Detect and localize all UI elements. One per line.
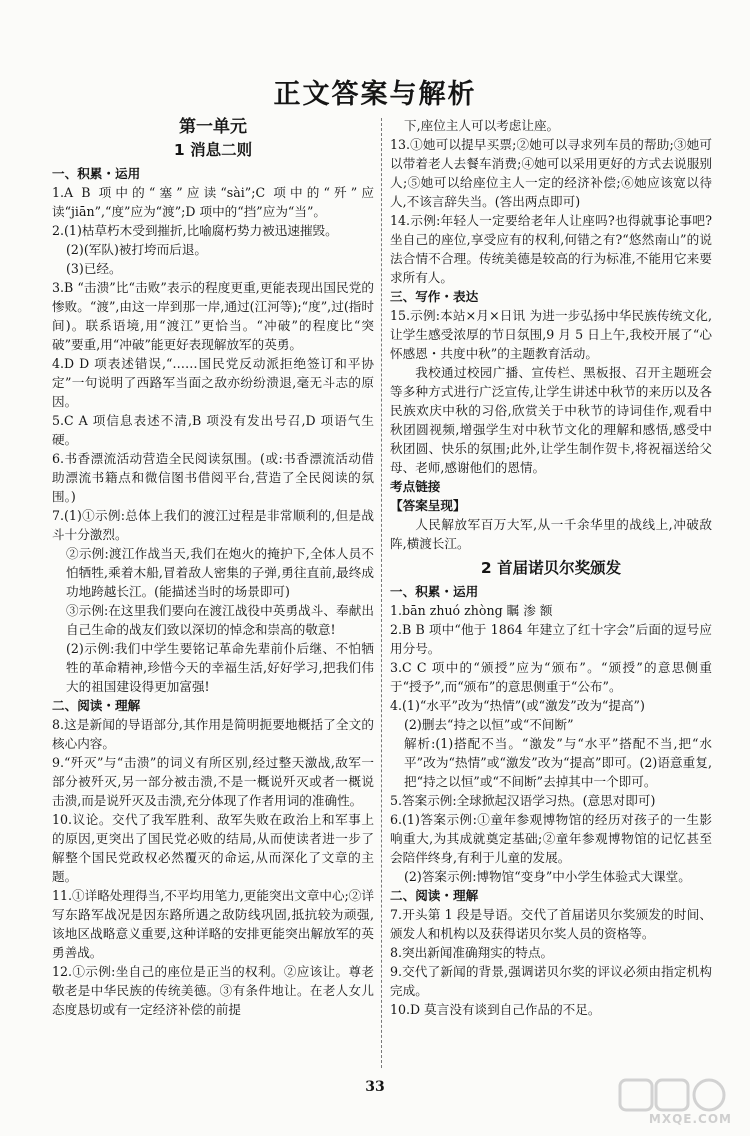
lesson-title: 1 消息二则 (173, 141, 253, 159)
answer-item: 6.书香漂流活动营造全民阅读氛围。(或:书香漂流活动借助漂流书籍点和微信图书借阅平台,营造了全民阅读的氛围。) (52, 451, 374, 504)
answer-subparagraph: ②示例:渡江作战当天,我们在炮火的掩护下,全体人员不怕牺牲,乘着木船,冒着敌人密集的子弹,勇往直前,最终成功地跨越长江。(能描述当时的场景即可) (66, 546, 374, 599)
answer-item: 2.(1)枯草朽木受到摧折,比喻腐朽势力被迅速摧毁。 (52, 223, 338, 238)
left-column (52, 116, 374, 1019)
answer-label: 【答案呈现】 (390, 498, 466, 513)
answer-subparagraph: (2)删去“持之以恒”或“不间断” (404, 717, 574, 732)
answer-subparagraph: (2)答案示例:博物馆“变身”中小学生体验式大课堂。 (404, 869, 691, 884)
answer-subparagraph: 解析:(1)搭配不当。“激发”与“水平”搭配不当,把“水平”改为“热情”或“激发”改为“提高”即可。(2)语意重复,把“持之以恒”或“不间断”去掉其中一个即可。 (404, 736, 712, 789)
answer-item: 10.议论。交代了我军胜利、敌军失败在政治上和军事上的原因,更突出了国民党必败的结局,从而使读者进一步了解整个国民党政权必然覆灭的命运,从而深化了文章的主题。 (52, 812, 374, 884)
section-heading: 一、积累・运用 (52, 166, 141, 181)
answer-item: 10.D 莫言没有谈到自己作品的不足。 (390, 1002, 601, 1017)
answer-item: 4.D D 项表述错误,“……国民党反动派拒绝签订和平协定”一句说明了西路军当面之敌亦纷纷溃退,毫无斗志的原因。 (52, 356, 374, 409)
answer-subparagraph: 下,座位主人可以考虑让座。 (404, 118, 560, 133)
answer-item: 5.答案示例:全球掀起汉语学习热。(意思对即可) (390, 793, 656, 808)
watermark-logo-icon (618, 1078, 728, 1114)
answer-item: 7.(1)①示例:总体上我们的渡江过程是非常顺利的,但是战斗十分激烈。 (52, 508, 374, 542)
answer-subparagraph: (2)(军队)被打垮而后退。 (66, 242, 208, 257)
answer-subparagraph: (2)示例:我们中学生要铭记革命先辈前仆后继、不怕牺牲的革命精神,珍惜今天的幸福生活,好好学习,把我们伟大的祖国建设得更加富强! (66, 641, 374, 694)
page-title: 正文答案与解析 (273, 79, 477, 110)
section-heading: 二、阅读・理解 (390, 888, 479, 903)
watermark (610, 1078, 732, 1130)
section-heading: 三、写作・表达 (390, 289, 479, 304)
answer-item: 6.(1)答案示例:①童年参观博物馆的经历对孩子的一生影响重大,为其成就奠定基础;②童年参观博物馆的记忆甚至会陪伴终身,有利于儿童的发展。 (390, 812, 712, 865)
answer-item: 7.开头第 1 段是导语。交代了首届诺贝尔奖颁发的时间、颁发人和机构以及获得诺贝尔奖人员的资格等。 (390, 907, 712, 941)
unit-title: 第一单元 (179, 117, 247, 137)
answer-item: 3.B “击溃”比“击败”表示的程度更重,更能表现出国民党的惨败。“渡”,由这一岸到那一岸,通过(江河等);“度”,过(指时间)。联系语境,用“渡江”更恰当。“冲破”的程度比“突破”要重,用“冲破”能更好表现解放军的英勇。 (52, 280, 374, 352)
watermark-text: MXQE.COM (648, 1112, 732, 1126)
answer-item: 11.①详略处理得当,不平均用笔力,更能突出文章中心;②详写东路军战况是因东路所遇之敌防线巩固,抵抗较为顽强,该地区战略意义重要,这种详略的安排更能突出解放军的英勇善战。 (52, 888, 374, 960)
section-heading: 考点链接 (390, 479, 441, 494)
section-heading: 一、积累・运用 (390, 584, 479, 599)
answer-item: 9.交代了新闻的背景,强调诺贝尔奖的评议必须由指定机构完成。 (390, 964, 712, 998)
right-column (390, 116, 712, 1019)
answer-item: 9.“歼灭”与“击溃”的词义有所区别,经过整天激战,敌军一部分被歼灭,另一部分被击溃,不是一概说歼灭或者一概说击溃,而是说歼灭及击溃,充分体现了作者用词的准确性。 (52, 755, 374, 808)
answer-item: 8.这是新闻的导语部分,其作用是简明扼要地概括了全文的核心内容。 (52, 717, 374, 751)
answer-item: 2.B B 项中“他于 1864 年建立了红十字会”后面的逗号应用分号。 (390, 622, 712, 656)
answer-item: 5.C A 项信息表述不清,B 项没有发出号召,D 项语气生硬。 (52, 413, 374, 447)
answer-subparagraph: ③示例:在这里我们要向在渡江战役中英勇战斗、奉献出自己生命的战友们致以深切的悼念和崇高的敬意! (66, 603, 374, 637)
answer-item: 8.突出新闻准确翔实的特点。 (390, 945, 554, 960)
lesson-title: 2 首届诺贝尔奖颁发 (480, 559, 622, 577)
answer-item: 12.①示例:坐自己的座位是正当的权利。②应该让。尊老敬老是中华民族的传统美德。③有条件地让。在老人女儿态度恳切或有一定经济补偿的前提 (52, 964, 374, 1017)
answer-item: 13.①她可以提早买票;②她可以寻求列车员的帮助;③她可以带着老人去餐车消费;④她可以采用更好的方式去说服别人;⑤她可以给座位主人一定的经济补偿;⑥她应该宽以待人,不该言辞失当。(答出两点即可) (390, 137, 712, 209)
answer-item: 1.A B 项中的“塞”应读“sài”;C 项中的“歼”应读“jiān”,“度”应为“渡”;D 项中的“挡”应为“当”。 (52, 185, 374, 219)
answer-paragraph: 人民解放军百万大军,从一千余华里的战线上,冲破敌阵,横渡长江。 (390, 517, 712, 551)
answer-paragraph: 我校通过校园广播、宣传栏、黑板报、召开主题班会等多种方式进行广泛宣传,让学生讲述中秋节的来历以及各民族欢庆中秋的习俗,欣赏关于中秋节的诗词佳作,观看中秋团圆视频,增强学生对中秋节文化的理解和感悟,感受中秋团圆、快乐的氛围;此外,让学生制作贺卡,将祝福送给父母、老师,感谢他们的恩情。 (390, 365, 712, 475)
answer-item: 1.bān zhuó zhòng 瞩 渗 额 (390, 603, 553, 618)
answer-item: 14.示例:年轻人一定要给老年人让座吗?也得就事论事吧?坐自己的座位,享受应有的权利,何错之有?“悠然南山”的说法合情不合理。传统美德是较高的行为标准,不能用它来要求所有人。 (390, 213, 712, 285)
page-number: 33 (365, 1079, 385, 1095)
section-heading: 二、阅读・理解 (52, 698, 141, 713)
answer-item: 15.示例:本站×月×日讯 为进一步弘扬中华民族传统文化,让学生感受浓厚的节日氛围,9 月 5 日上午,我校开展了“心怀感恩・共度中秋”的主题教育活动。 (390, 308, 712, 361)
column-divider (381, 118, 382, 1068)
answer-subparagraph: (3)已经。 (66, 261, 122, 276)
answer-item: 3.C C 项中的“颁授”应为“颁布”。“颁授”的意思侧重于“授予”,而“颁布”的意思侧重于“公布”。 (390, 660, 712, 694)
answer-item: 4.(1)“水平”改为“热情”(或“激发”改为“提高”) (390, 698, 645, 713)
